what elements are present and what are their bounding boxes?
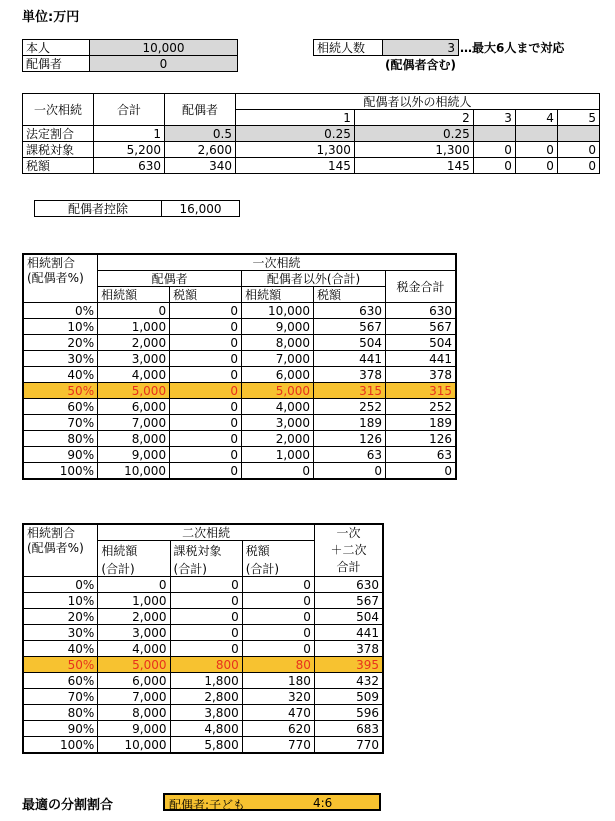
- heirs-note: …最大6人まで対応: [460, 41, 565, 55]
- table-cell: 0: [170, 609, 242, 625]
- table-cell: 395: [314, 657, 383, 673]
- table-cell: 0: [170, 367, 242, 383]
- ratio-label: 100%: [23, 737, 98, 754]
- table-cell: 126: [386, 431, 456, 447]
- table-cell: 1,800: [170, 673, 242, 689]
- table-cell: 4,800: [170, 721, 242, 737]
- table-row: [23, 657, 383, 673]
- table-cell: 800: [170, 657, 242, 673]
- table-row: [23, 383, 456, 399]
- table-row: [23, 158, 600, 174]
- table-cell: 630: [314, 577, 383, 593]
- heir-cell: 0: [557, 158, 599, 174]
- ratio1-first-header: 一次相続: [98, 254, 456, 271]
- table-cell: 432: [314, 673, 383, 689]
- heir-cell: [515, 126, 557, 142]
- optimal-name: 配偶者:子ども: [169, 798, 246, 812]
- heir-cell: 0: [515, 142, 557, 158]
- table-cell: 0: [98, 303, 170, 319]
- ratio-label: 20%: [23, 609, 98, 625]
- ratio-label: 90%: [23, 447, 98, 463]
- table-cell: 441: [314, 351, 386, 367]
- heirs-table: [313, 39, 459, 56]
- table-cell: 0: [242, 463, 314, 480]
- table-row: [23, 593, 383, 609]
- ratio2-taxable-b: (合計): [170, 561, 242, 577]
- table-cell: 7,000: [98, 689, 170, 705]
- table-cell: 0: [170, 351, 242, 367]
- table-cell: 1,000: [98, 593, 170, 609]
- table-cell: 567: [386, 319, 456, 335]
- deduction-table: [34, 200, 240, 217]
- ratio-label: 20%: [23, 335, 98, 351]
- table-cell: 620: [242, 721, 314, 737]
- table-cell: 8,000: [242, 335, 314, 351]
- ratio2-amount-b: (合計): [98, 561, 170, 577]
- table-cell: 0: [170, 383, 242, 399]
- heir-cell: 0.25: [354, 126, 473, 142]
- optimal-box: [163, 793, 381, 811]
- ratio-label: 0%: [23, 303, 98, 319]
- table-cell: 770: [314, 737, 383, 754]
- table-row: [23, 721, 383, 737]
- haigusha-label: 配偶者: [23, 56, 90, 72]
- table-cell: 0: [170, 641, 242, 657]
- row-label: 法定割合: [23, 126, 94, 142]
- table-cell: 0: [170, 319, 242, 335]
- heir-cell: 145: [236, 158, 355, 174]
- spouse-cell: 2,600: [165, 142, 236, 158]
- ratio1-other-header: 配偶者以外(合計): [242, 271, 386, 287]
- table-cell: 0: [242, 641, 314, 657]
- ratio1-tax2-header: 税額: [314, 287, 386, 303]
- first-ratio-table: [22, 253, 457, 480]
- table-row: [23, 142, 600, 158]
- table-row: [23, 303, 456, 319]
- table-cell: 2,000: [98, 609, 170, 625]
- heir-cell: 0: [473, 158, 515, 174]
- ratio2-second-header: 二次相続: [98, 524, 315, 541]
- table-cell: 5,000: [98, 657, 170, 673]
- table-cell: 470: [242, 705, 314, 721]
- table-cell: 504: [314, 335, 386, 351]
- ratio2-sum-a: 一次: [336, 526, 361, 540]
- table-cell: 0: [170, 303, 242, 319]
- ratio-label: 60%: [23, 673, 98, 689]
- table-row: [23, 689, 383, 705]
- deduction-label: 配偶者控除: [35, 201, 162, 217]
- table-cell: 378: [314, 367, 386, 383]
- heir-cell: 0.25: [236, 126, 355, 142]
- table-row: [23, 463, 456, 480]
- ratio2-tax-a: 税額: [242, 541, 314, 562]
- ratio1-spouse-header: 配偶者: [98, 271, 242, 287]
- ratio1-header-2: (配偶者%): [23, 271, 98, 303]
- ratio-label: 60%: [23, 399, 98, 415]
- ratio2-tax-b: (合計): [242, 561, 314, 577]
- table-cell: 126: [314, 431, 386, 447]
- table-cell: 0: [170, 577, 242, 593]
- ratio1-total-header: 税金合計: [386, 271, 456, 303]
- table-cell: 0: [170, 415, 242, 431]
- heir-cell: 1,300: [354, 142, 473, 158]
- table-cell: 0: [170, 447, 242, 463]
- table-cell: 320: [242, 689, 314, 705]
- optimal-label: 最適の分割割合: [22, 798, 114, 813]
- table-cell: 6,000: [98, 673, 170, 689]
- honnin-value[interactable]: 10,000: [90, 40, 238, 56]
- ratio1-header-1: 相続割合: [23, 254, 98, 271]
- table-row: [23, 673, 383, 689]
- heir-cell: 0: [515, 158, 557, 174]
- table-cell: 0: [170, 625, 242, 641]
- ratio-label: 10%: [23, 319, 98, 335]
- table-cell: 8,000: [98, 705, 170, 721]
- table-cell: 441: [386, 351, 456, 367]
- table-cell: 0: [170, 399, 242, 415]
- table-row: [23, 737, 383, 754]
- ratio-label: 70%: [23, 689, 98, 705]
- table-cell: 509: [314, 689, 383, 705]
- table-row: [23, 367, 456, 383]
- first-col-3: 3: [473, 110, 515, 126]
- table-cell: 3,000: [98, 351, 170, 367]
- ratio1-amount2-header: 相続額: [242, 287, 314, 303]
- haigusha-value[interactable]: 0: [90, 56, 238, 72]
- table-row: [23, 335, 456, 351]
- table-cell: 378: [386, 367, 456, 383]
- table-cell: 2,000: [242, 431, 314, 447]
- table-cell: 3,800: [170, 705, 242, 721]
- ratio1-amount-header: 相続額: [98, 287, 170, 303]
- ratio1-tax-header: 税額: [170, 287, 242, 303]
- heir-cell: [473, 126, 515, 142]
- table-cell: 567: [314, 593, 383, 609]
- heir-cell: [557, 126, 599, 142]
- table-cell: 596: [314, 705, 383, 721]
- total-cell: 630: [94, 158, 165, 174]
- second-ratio-table: [22, 523, 384, 754]
- table-cell: 441: [314, 625, 383, 641]
- first-col-1: 1: [236, 110, 355, 126]
- ratio2-header-2: (配偶者%): [23, 541, 98, 577]
- table-cell: 630: [314, 303, 386, 319]
- table-row: [23, 319, 456, 335]
- table-cell: 4,000: [242, 399, 314, 415]
- table-cell: 0: [98, 577, 170, 593]
- table-cell: 0: [170, 431, 242, 447]
- table-cell: 252: [386, 399, 456, 415]
- heirs-label: 相続人数: [314, 40, 383, 56]
- table-cell: 0: [242, 609, 314, 625]
- ratio-label: 40%: [23, 641, 98, 657]
- deduction-value: 16,000: [162, 201, 240, 217]
- ratio-label: 100%: [23, 463, 98, 480]
- table-cell: 180: [242, 673, 314, 689]
- ratio-label: 10%: [23, 593, 98, 609]
- table-cell: 7,000: [98, 415, 170, 431]
- table-cell: 3,000: [242, 415, 314, 431]
- row-label: 課税対象: [23, 142, 94, 158]
- ratio2-header-1: 相続割合: [23, 524, 98, 541]
- table-cell: 10,000: [98, 463, 170, 480]
- table-cell: 0: [242, 625, 314, 641]
- heir-cell: 0: [557, 142, 599, 158]
- table-cell: 0: [170, 593, 242, 609]
- table-row: [23, 447, 456, 463]
- first-total-header: 合計: [94, 94, 165, 126]
- first-col-4: 4: [515, 110, 557, 126]
- table-cell: 0: [314, 463, 386, 480]
- table-cell: 5,000: [98, 383, 170, 399]
- persons-table: [22, 39, 238, 72]
- table-cell: 80: [242, 657, 314, 673]
- ratio-label: 30%: [23, 351, 98, 367]
- table-cell: 8,000: [98, 431, 170, 447]
- ratio-label: 80%: [23, 431, 98, 447]
- table-cell: 189: [386, 415, 456, 431]
- spouse-cell: 340: [165, 158, 236, 174]
- table-cell: 1,000: [242, 447, 314, 463]
- ratio-label: 80%: [23, 705, 98, 721]
- table-cell: 315: [314, 383, 386, 399]
- honnin-label: 本人: [23, 40, 90, 56]
- ratio-label: 90%: [23, 721, 98, 737]
- table-row: [23, 641, 383, 657]
- table-cell: 10,000: [242, 303, 314, 319]
- heir-cell: 0: [473, 142, 515, 158]
- table-cell: 504: [314, 609, 383, 625]
- row-label: 税額: [23, 158, 94, 174]
- ratio-label: 30%: [23, 625, 98, 641]
- table-cell: 7,000: [242, 351, 314, 367]
- table-cell: 0: [242, 577, 314, 593]
- table-row: [23, 577, 383, 593]
- optimal-value: 4:6: [313, 796, 333, 810]
- ratio2-amount-a: 相続額: [98, 541, 170, 562]
- table-cell: 0: [242, 593, 314, 609]
- table-cell: 9,000: [98, 447, 170, 463]
- heirs-value[interactable]: 3: [383, 40, 459, 56]
- ratio2-sum-b: ＋二次: [330, 543, 367, 557]
- heir-cell: 1,300: [236, 142, 355, 158]
- table-cell: 0: [386, 463, 456, 480]
- table-cell: 5,800: [170, 737, 242, 754]
- first-col-2: 2: [354, 110, 473, 126]
- table-cell: 252: [314, 399, 386, 415]
- table-cell: 6,000: [242, 367, 314, 383]
- table-cell: 0: [170, 335, 242, 351]
- table-cell: 4,000: [98, 367, 170, 383]
- table-cell: 2,800: [170, 689, 242, 705]
- ratio-label: 50%: [23, 383, 98, 399]
- table-cell: 683: [314, 721, 383, 737]
- table-cell: 6,000: [98, 399, 170, 415]
- ratio2-taxable-a: 課税対象: [170, 541, 242, 562]
- table-cell: 567: [314, 319, 386, 335]
- first-col-5: 5: [557, 110, 599, 126]
- table-cell: 10,000: [98, 737, 170, 754]
- ratio-label: 40%: [23, 367, 98, 383]
- table-row: [23, 625, 383, 641]
- table-cell: 630: [386, 303, 456, 319]
- table-cell: 315: [386, 383, 456, 399]
- first-inheritance-table: [22, 93, 600, 174]
- ratio-label: 70%: [23, 415, 98, 431]
- ratio2-sum-header: [314, 524, 383, 577]
- table-cell: 9,000: [98, 721, 170, 737]
- table-cell: 189: [314, 415, 386, 431]
- table-cell: 3,000: [98, 625, 170, 641]
- table-row: [23, 415, 456, 431]
- table-cell: 63: [314, 447, 386, 463]
- table-row: [23, 431, 456, 447]
- table-row: [23, 399, 456, 415]
- table-row: [23, 609, 383, 625]
- first-spouse-header: 配偶者: [165, 94, 236, 126]
- table-row: [23, 126, 600, 142]
- table-cell: 0: [170, 463, 242, 480]
- first-title: 一次相続: [23, 94, 94, 126]
- total-cell: 1: [94, 126, 165, 142]
- table-row: [23, 705, 383, 721]
- total-cell: 5,200: [94, 142, 165, 158]
- table-cell: 2,000: [98, 335, 170, 351]
- heir-cell: 145: [354, 158, 473, 174]
- table-cell: 9,000: [242, 319, 314, 335]
- table-row: [23, 351, 456, 367]
- table-cell: 378: [314, 641, 383, 657]
- ratio-label: 50%: [23, 657, 98, 673]
- ratio-label: 0%: [23, 577, 98, 593]
- table-cell: 770: [242, 737, 314, 754]
- spouse-cell: 0.5: [165, 126, 236, 142]
- table-cell: 5,000: [242, 383, 314, 399]
- table-cell: 1,000: [98, 319, 170, 335]
- table-cell: 4,000: [98, 641, 170, 657]
- unit-label: 単位:万円: [22, 10, 80, 25]
- heirs-sub: (配偶者含む): [385, 58, 456, 72]
- ratio2-sum-c: 合計: [336, 560, 361, 574]
- table-cell: 63: [386, 447, 456, 463]
- first-others-header: 配偶者以外の相続人: [236, 94, 600, 110]
- table-cell: 504: [386, 335, 456, 351]
